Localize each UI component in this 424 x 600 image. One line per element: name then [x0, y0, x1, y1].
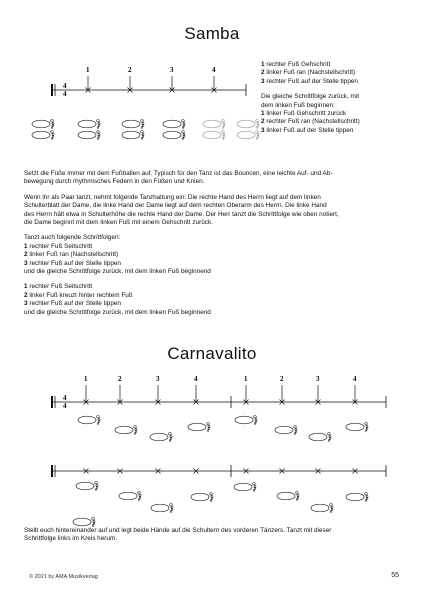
footprint-icon — [346, 493, 368, 502]
footprint-icon — [275, 426, 297, 435]
samba-beat-4: 4 — [212, 66, 216, 74]
carnavalito-instruction: Stellt euch hintereinander auf und legt beide Hände auf die Schultern des vorderen Tänzers. Tanzt mit dieser Schrittfolge links im Kreis herum. — [24, 527, 332, 543]
page-number: 55 — [391, 572, 399, 579]
footprint-icon — [78, 120, 100, 129]
footprint-icon — [234, 483, 256, 492]
step-line: 3 linker Fuß auf der Stelle tippen — [261, 126, 354, 134]
footprint-icon — [311, 504, 333, 513]
step-line: 1 linker Fuß Gehschritt zurück — [261, 110, 347, 118]
footprint-icon — [191, 493, 213, 502]
footprint-icon — [151, 504, 173, 513]
carnavalito-beat: 2 — [118, 375, 122, 383]
footprint-icon — [78, 416, 100, 425]
footprint-icon — [115, 426, 137, 435]
carnavalito-time-top: 4 — [63, 394, 67, 402]
paragraph: Setzt die Füße immer mit dem Fußballen auf. Typisch für den Tanz ist das Bouncen, eine leichte Auf- und Ab- bewegung durch rhythmisches Federn in den Füßen und Knien. — [24, 170, 333, 186]
footprint-faded-icon — [203, 120, 225, 129]
footprint-icon — [277, 492, 299, 501]
step-sequence-2: 1 rechter Fuß Seitschritt 2 linker Fuß kreuzt hinter rechtem Fuß 3 rechter Fuß auf der Stelle tippen und die gleiche Schrittfolge zurück, mit dem linken Fuß beginnend — [24, 283, 211, 316]
carnavalito-beat: 1 — [84, 375, 88, 383]
samba-beat-1: 1 — [86, 66, 90, 74]
samba-title: Samba — [184, 24, 240, 43]
footprint-icon — [235, 416, 257, 425]
carnavalito-note — [244, 385, 249, 405]
carnavalito-beat: 4 — [194, 375, 198, 383]
carnavalito-note — [316, 385, 321, 405]
carnavalito-beat: 3 — [316, 375, 320, 383]
footprint-icon — [188, 423, 210, 432]
footprint-icon — [163, 131, 185, 140]
footprint-icon — [122, 120, 144, 129]
paragraph: Wenn ihr als Paar tanzt, nehmt folgende Tanzhaltung ein: Die rechte Hand des Herrn liegt auf dem linken Schulterblatt der Dame, die linke Hand der Dame liegt auf dem rechten Oberarm des Herrn. Die linke Hand des Herrn hält etwa in Schulterhöhe die rechte Hand der Dame. Der Herr tanzt die Schrittfolge wie oben notiert, die Dame beginnt mit dem linken Fuß mit einem Gehschritt zurück. — [24, 193, 339, 227]
step-line: 1 rechter Fuß Gehschritt — [261, 61, 331, 68]
samba-beat-3: 3 — [170, 66, 174, 74]
samba-time-top: 4 — [63, 82, 67, 90]
carnavalito-note — [194, 385, 199, 405]
step-line: 2 linker Fuß ran (Nachstellschritt) — [261, 69, 356, 77]
footprint-icon — [73, 518, 95, 527]
samba-beat-2: 2 — [128, 66, 132, 74]
repeat-intro: dem linken Fuß beginnen: — [261, 101, 335, 109]
footprint-icon — [150, 433, 172, 442]
footprint-icon — [163, 120, 185, 129]
footprint-icon — [32, 120, 54, 129]
step-sequence-1: Tanzt auch folgende Schrittfolgen: 1 rechter Fuß Seitschritt 2 linker Fuß ran (Nachstellschritt) 3 rechter Fuß auf der Stelle tippen und die gleiche Schrittfolge zurück, mit dem linken Fuß beginnend — [24, 234, 211, 276]
step-line: 2 rechter Fuß ran (Nachstellschritt) — [261, 118, 360, 126]
footprint-faded-icon — [203, 131, 225, 140]
carnavalito-title: Carnavalito — [167, 344, 257, 363]
copyright: © 2021 by AMA Musikverlag — [29, 574, 98, 580]
carnavalito-note — [84, 385, 89, 405]
footprint-icon — [76, 482, 98, 491]
carnavalito-note — [118, 385, 123, 405]
carnavalito-note — [280, 385, 285, 405]
carnavalito-beat: 4 — [353, 375, 357, 383]
footprint-icon — [346, 423, 368, 432]
carnavalito-beat: 2 — [280, 375, 284, 383]
carnavalito-time-bottom: 4 — [63, 402, 67, 410]
carnavalito-note — [156, 385, 161, 405]
footprint-faded-icon — [237, 120, 259, 129]
carnavalito-beat: 1 — [244, 375, 248, 383]
footprint-icon — [78, 131, 100, 140]
footprint-icon — [119, 492, 141, 501]
samba-time-bottom: 4 — [63, 90, 67, 98]
step-line: 3 rechter Fuß auf der Stelle tippen — [261, 77, 358, 85]
samba-step-list — [261, 61, 419, 135]
repeat-intro: Die gleiche Schrittfolge zurück, mit — [261, 93, 360, 101]
footprint-faded-icon — [237, 131, 259, 140]
footprint-icon — [32, 131, 54, 140]
footprint-icon — [122, 131, 144, 140]
footprint-icon — [309, 433, 331, 442]
samba-body-text — [24, 170, 404, 324]
carnavalito-beat: 3 — [156, 375, 160, 383]
carnavalito-note — [353, 385, 358, 405]
